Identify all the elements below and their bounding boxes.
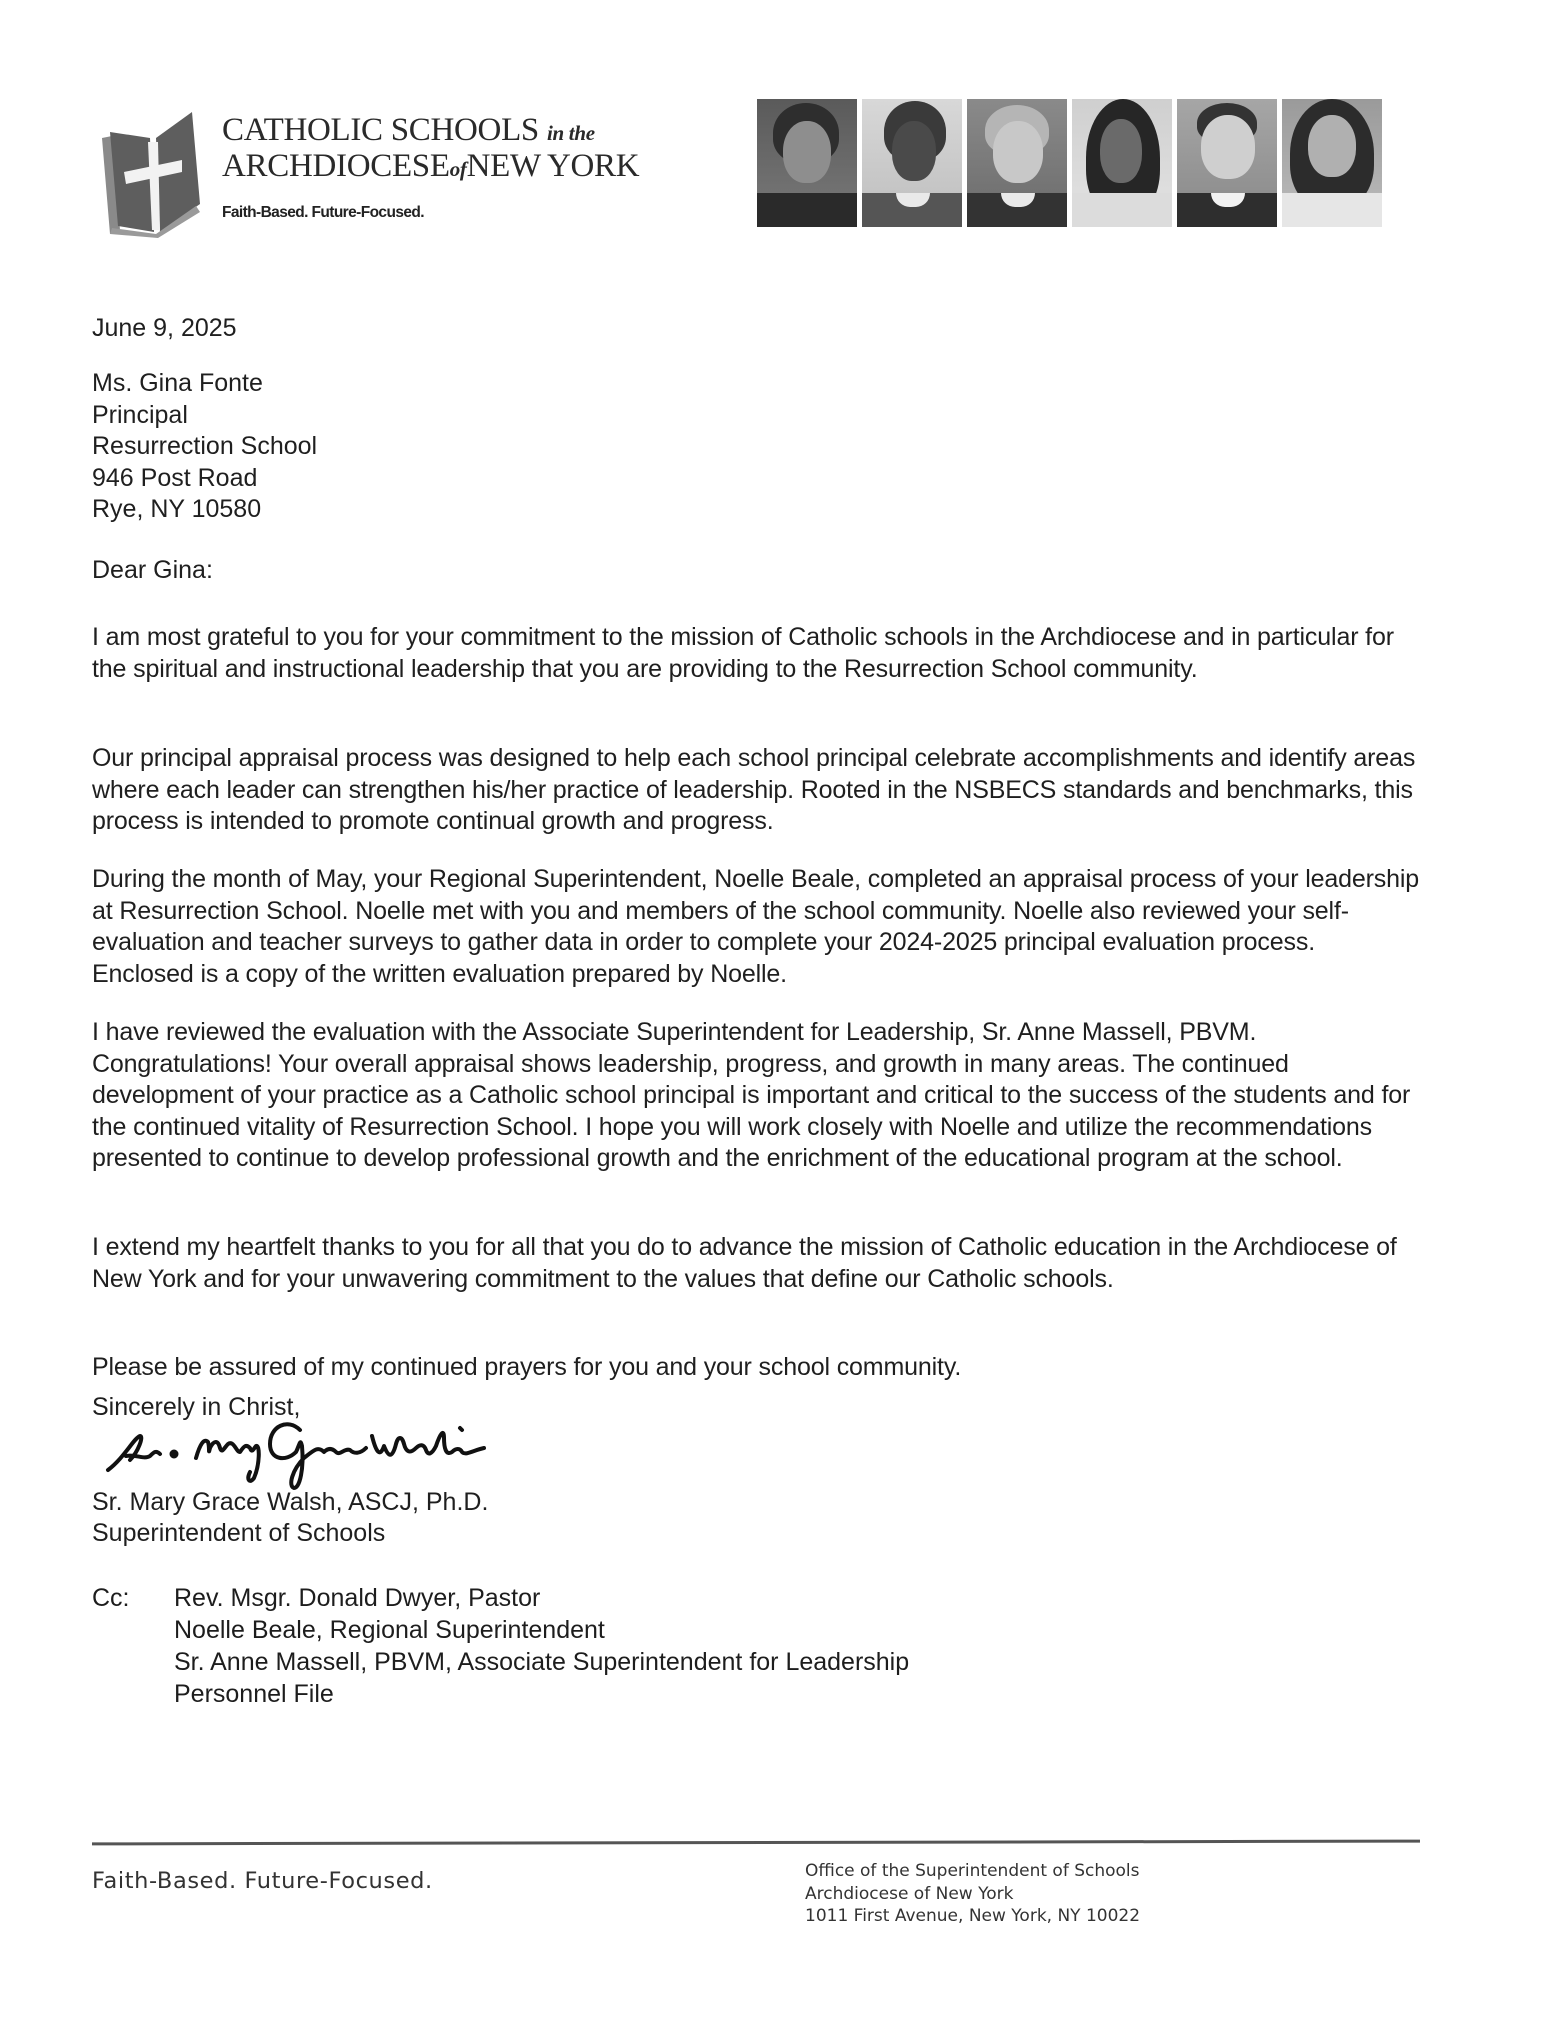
brand-line2-italic: of: [449, 157, 467, 181]
signer-name: Sr. Mary Grace Walsh, ASCJ, Ph.D.: [92, 1488, 489, 1516]
brand-line1-italic: in the: [546, 121, 595, 145]
office-line: Archdiocese of New York: [805, 1883, 1014, 1904]
signature-icon: [104, 1408, 584, 1492]
body-paragraph: Our principal appraisal process was designed to help each school principal celebrate accomplishments and identify areas where each leader can strengthen his/her practice of leadership. Rooted in the NSBECS standards and benchmarks, this process is intended to promote continual growth and progress.: [92, 744, 1416, 835]
brand-line2: ARCHDIOCESE: [222, 148, 450, 184]
salutation: Dear Gina:: [92, 556, 213, 584]
cc-label: Cc:: [92, 1584, 130, 1612]
body-paragraph: I extend my heartfelt thanks to you for all that you do to advance the mission of Catholic education in the Archdiocese of New York and for your unwavering commitment to the values that define our Catholic schools.: [92, 1233, 1397, 1293]
recipient-address: [92, 368, 1422, 526]
recipient-name: Ms. Gina Fonte: [92, 369, 263, 397]
body-paragraph: I am most grateful to you for your commitment to the mission of Catholic schools in the Archdiocese and in particular for the spiritual and instructional leadership that you are providing to the Resurrection School community.: [92, 623, 1394, 683]
student-photo: [1072, 99, 1172, 227]
letter-date: June 9, 2025: [92, 314, 237, 342]
cc-recipient: Personnel File: [174, 1680, 334, 1708]
student-photo: [1282, 99, 1382, 227]
cc-recipient: Sr. Anne Massell, PBVM, Associate Superintendent for Leadership: [174, 1648, 910, 1676]
recipient-school: Resurrection School: [92, 432, 318, 460]
body-paragraph: Please be assured of my continued prayers for you and your school community.: [92, 1353, 962, 1381]
office-address: [805, 1860, 1140, 1928]
closing: Sincerely in Christ,: [92, 1393, 301, 1421]
cc-recipient: Noelle Beale, Regional Superintendent: [174, 1616, 605, 1644]
brand-line1: CATHOLIC SCHOOLS: [222, 112, 539, 148]
body-paragraph: I have reviewed the evaluation with the Associate Superintendent for Leadership, Sr. Anne Massell, PBVM. Congratulations! Your overall appraisal shows leadership, progress, and growth in many areas. The continued development of your practice as a Catholic school principal is important and critical to the success of the students and for the continued vitality of Resurrection School. I hope you will work closely with Noelle and utilize the recommendations presented to continue to develop professional growth and the enrichment of the educational program at the school.: [92, 1018, 1411, 1172]
office-line: 1011 First Avenue, New York, NY 10022: [805, 1906, 1141, 1926]
footer-tagline: Faith-Based. Future-Focused.: [92, 1868, 433, 1894]
footer-divider: [92, 1840, 1420, 1846]
signer-title: Superintendent of Schools: [92, 1519, 386, 1547]
cc-list: [174, 1582, 909, 1710]
book-cross-icon: [100, 108, 210, 238]
brand-line2-end: NEW YORK: [466, 148, 640, 184]
recipient-title: Principal: [92, 400, 188, 429]
student-photo-strip: [757, 99, 1382, 227]
cc-block: [92, 1582, 909, 1710]
signer-block: [92, 1487, 1422, 1549]
office-line: Office of the Superintendent of Schools: [805, 1861, 1140, 1881]
brand-tagline: Faith-Based. Future-Focused.: [222, 204, 424, 221]
student-photo: [757, 99, 857, 227]
brand-wordmark: [222, 114, 639, 222]
body-paragraph: During the month of May, your Regional Superintendent, Noelle Beale, completed an appraisal process of your leadership at Resurrection School. Noelle met with you and members of the school community. Noelle also reviewed your self-evaluation and teacher surveys to gather data in order to complete your 2024-2025 principal evaluation process. Enclosed is a copy of the written evaluation prepared by Noelle.: [92, 865, 1420, 988]
student-photo: [967, 99, 1067, 227]
recipient-street: 946 Post Road: [92, 463, 258, 492]
student-photo: [1177, 99, 1277, 227]
cc-recipient: Rev. Msgr. Donald Dwyer, Pastor: [174, 1584, 541, 1612]
recipient-city: Rye, NY 10580: [92, 495, 262, 523]
student-photo: [862, 99, 962, 227]
